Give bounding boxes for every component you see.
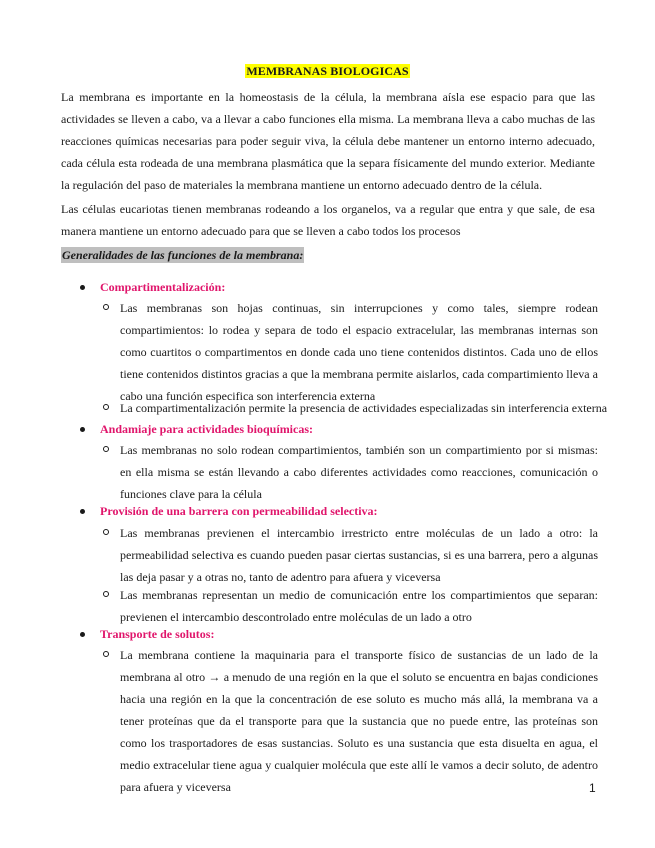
bullet-heading: Andamiaje para actividades bioquímicas: [100,422,314,436]
sub-item-text: Las membranas no solo rodean compartimientos, también son un compartimiento por si mismas: en ella misma se están llevando a cabo diferentes actividades como reacciones, comunicación o funciones clave para la célula [120,443,598,501]
page-number: 1 [589,781,596,795]
bullet-dot-icon [80,632,85,637]
bullet-heading: Transporte de solutos: [100,627,215,641]
bullet-heading: Compartimentalización: [100,280,226,294]
section-heading: Generalidades de las funciones de la membrana: [62,248,304,262]
bullet-heading: Provisión de una barrera con permeabilidad selectiva: [100,504,378,518]
bullet-dot-icon [80,509,85,514]
document-title: MEMBRANAS BIOLOGICAS [246,64,409,78]
circle-bullet-icon [103,446,109,452]
circle-bullet-icon [103,651,109,657]
bullet-dot-icon [80,427,85,432]
sub-item-text: Las membranas son hojas continuas, sin interrupciones y como tales, siempre rodean compartimientos: lo rodea y separa de todo el espacio extracelular, las membranas internas son como cuartitos o compartimentos en donde cada uno tiene contenidos distintos. Cada uno de ellos tiene contenidos distintos gracias a que la membrana permite aislarlos, cada compartimiento lleva a cabo una función especifica son interferencia externa [120,301,598,403]
sub-item-text: Las membranas representan un medio de comunicación entre los compartimientos que separan: previenen el intercambio descontrolado entre moléculas de un lado a otro [120,588,598,624]
title-container [0,62,655,80]
intro-paragraph: La membrana es importante en la homeostasis de la célula, la membrana aísla ese espacio para que las actividades se lleven a cabo, va a llevar a cabo funciones ella misma. La membrana lleva a cabo muchas de las reacciones químicas necesarias para poder seguir viva, la célula debe mantener un entorno interno adecuado, cada célula esta rodeada de una membrana plasmática que la separa físicamente del mundo exterior. Mediante la regulación del paso de materiales la membrana mantiene un entorno adecuado dentro de la célula. [61,90,595,192]
sub-item-text: La compartimentalización permite la presencia de actividades especializadas sin interferencia externa [120,401,608,415]
circle-bullet-icon [103,529,109,535]
second-paragraph: Las células eucariotas tienen membranas rodeando a los organelos, va a regular que entra y que sale, de esa manera mantiene un entorno adecuado para que se lleven a cabo todos los procesos [61,202,595,238]
sub-item-text: La membrana contiene la maquinaria para el transporte físico de sustancias de un lado de la membrana al otro → a menudo de una región en la que el soluto se encuentra en bajas condiciones hacia una región en la que la concentración de ese soluto es mucho más allá, la membrana va a tener proteínas que da el transporte para que la sustancia que no puede entre, las proteínas son como los trasportadores de esas sustancias. Soluto es una sustancia que esta disuelta en agua, el medio extracelular tiene agua y cualquier molécula que este allí le vamos a decir soluto, de adentro para afuera y viceversa [120,648,598,794]
bullet-dot-icon [80,285,85,290]
circle-bullet-icon [103,404,109,410]
sub-item-text: Las membranas previenen el intercambio irrestricto entre moléculas de un lado a otro: la permeabilidad selectiva es cuando pueden pasar ciertas sustancias, si es una barrera, pero a algunas las deja pasar y a otras no, tanto de adentro para afuera y viceversa [120,526,598,584]
circle-bullet-icon [103,304,109,310]
circle-bullet-icon [103,591,109,597]
